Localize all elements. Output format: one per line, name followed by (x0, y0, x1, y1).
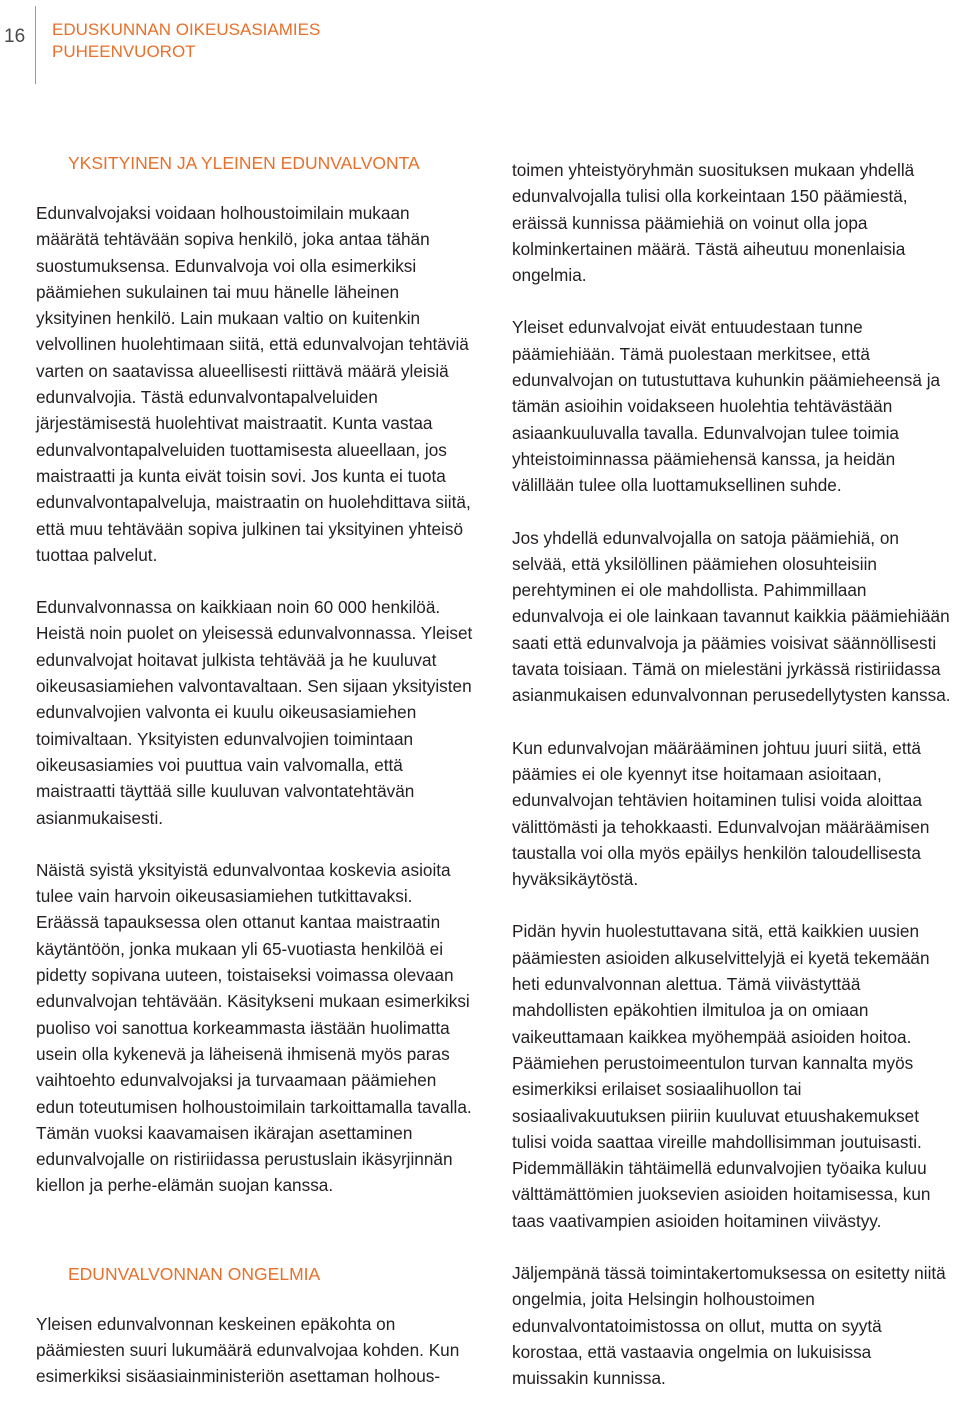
running-header-line-1: EDUSKUNNAN OIKEUSASIAMIES (52, 20, 321, 39)
body-paragraph: Kun edunvalvojan määrääminen johtuu juuri siitä, että päämies ei ole kyennyt itse hoitamaan asioitaan, edunvalvojan tehtävien hoitaminen tulisi voida aloittaa välittömästi ja tehokkaasti. Edunvalvojan määräämisen taustalla voi olla myös epäilys henkilön taloudellisesta hyväksikäytöstä. (512, 737, 930, 890)
body-paragraph: Jäljempänä tässä toimintakertomuksessa on esitetty niitä ongelmia, joita Helsingin holhoustoimen edunvalvontatoimistossa on ollut, mutta on syytä korostaa, että vastaavia ongelmia on lukuisissa muissakin kunnissa. (512, 1262, 946, 1389)
section-spacer (36, 1225, 474, 1261)
body-paragraph: Yleisen edunvalvonnan keskeinen epäkohta on päämiesten suuri lukumäärä edunvalvojaa kohden. Kun esimerkiksi sisäasiainministeriön asettaman holhous- (36, 1313, 460, 1387)
body-paragraph: Näistä syistä yksityistä edunvalvontaa koskevia asioita tulee vain harvoin oikeusasiamiehen tutkittavaksi. Eräässä tapauksessa olen ottanut kantaa maistraatin käytäntöön, jonka mukaan yli 65-vuotiasta henkilöä ei pidetty sopivana uuteen, toistaiseksi voimassa olevaan edunvalvojan tehtävään. Käsitykseni mukaan esimerkiksi puoliso voi sanottua korkeammasta iästään huolimatta usein olla kykenevä ja läheisenä ihmisenä myös paras vaihtoehto edunvalvojaksi ja turvaamaan päämiehen edun toteutumisen holhoustoimilain tarkoittamalla tavalla. Tämän vuoksi kaavamaisen ikärajan asettaminen edunvalvojalle on ristiriidassa perustuslain ikäsyrjinnän kiellon ja perhe-elämän suojan kanssa. (36, 859, 472, 1196)
left-column (36, 150, 474, 1416)
running-header (52, 19, 320, 63)
page-number: 16 (4, 26, 26, 47)
running-header-line-2: PUHEENVUOROT (52, 42, 196, 61)
body-paragraph: Edunvalvojaksi voidaan holhoustoimilain mukaan määrätä tehtävään sopiva henkilö, joka antaa tähän suostumuksensa. Edunvalvoja voi olla esimerkiksi päämiehen sukulainen tai muu hänelle läheinen yksityinen henkilö. Lain mukaan valtio on kuitenkin velvollinen huolehtimaan siitä, että edunvalvojan tehtäviä varten on saatavissa alueellisesti riittävä määrä yleisiä edunvalvojia. Tästä edunvalvontapalveluiden järjestämisestä huolehtivat maistraatit. Kunta vastaa edunvalvontapalveluiden tuottamisesta alueellaan, jos maistraatti ja kunta eivät toisin sovi. Jos kunta ei tuota edunvalvontapalveluja, maistraatin on huolehdittava siitä, että muu tehtävään sopiva julkinen tai yksityinen yhteisö tuottaa palvelut. (36, 203, 471, 565)
body-paragraph: Pidän hyvin huolestuttavana sitä, että kaikkien uusien päämiesten asioiden alkuselvittelyjä ei kyetä tekemään heti edunvalvonnan alettua. Tämä viivästyttää mahdollisten epäkohtien ilmituloa ja on omiaan vaikeuttamaan kaikkea myöhempää asioiden hoitoa. Päämiehen perustoimeentulon turvan kannalta myös esimerkiksi erilaiset sosiaalihuollon tai sosiaalivakuutuksen piiriin kuuluvat etuushakemukset tulisi voida saattaa vireille mahdollisimman joutuisasti. Pidemmälläkin tähtäimellä edunvalvojien työaika kuluu välttämättömien juoksevien asioiden hoitamisessa, kun taas vaativampien asioiden hoitaminen viivästyy. (512, 921, 931, 1231)
header-divider (35, 6, 36, 84)
section-title-guardianship-problems: EDUNVALVONNAN ONGELMIA (68, 1263, 321, 1284)
body-paragraph: toimen yhteistyöryhmän suosituksen mukaan yhdellä edunvalvojalla tulisi olla korkeintaan 150 päämiestä, eräissä kunnissa päämiehiä on voinut olla jopa kolminkertainen määrä. Tästä aiheutuu monenlaisia ongelmia. (512, 160, 915, 286)
body-paragraph: Yleiset edunvalvojat eivät entuudestaan tunne päämiehiään. Tämä puolestaan merkitsee, että edunvalvojan on tutustuttava kuhunkin päämieheensä ja tämän asioihin voidakseen huolehtia tehtävästään asiaankuuluvalla tavalla. Edunvalvojan tulee toimia yhteistoiminnassa päämiehensä kanssa, ja heidän välillään tulee olla luottamuksellinen suhde. (512, 317, 941, 496)
body-paragraph: Jos yhdellä edunvalvojalla on satoja päämiehiä, on selvää, että yksilöllinen päämiehen olosuhteisiin perehtyminen ei ole mahdollista. Pahimmillaan edunvalvoja ei ole lainkaan tavannut kaikkia päämiehiään saati että edunvalvoja ja päämies voisivat säännöllisesti tavata toisiaan. Tämä on mielestäni jyrkässä ristiriidassa asianmukaisen edunvalvonnan perusedellytysten kanssa. (512, 527, 951, 706)
body-paragraph: Edunvalvonnassa on kaikkiaan noin 60 000 henkilöä. Heistä noin puolet on yleisessä edunvalvonnassa. Yleiset edunvalvojat hoitavat julkista tehtävää ja he kuuluvat oikeusasiamiehen valvontavaltaan. Sen sijaan yksityisten edunvalvojien valvonta ei kuulu oikeusasiamiehen toimivaltaan. Yksityisten edunvalvojien toimintaan oikeusasiamies voi puuttua vain valvomalla, että maistraatti täyttää sille kuuluvan valvontatehtävän asianmukaisesti. (36, 597, 473, 828)
section-title-private-public-guardianship: YKSITYINEN JA YLEINEN EDUNVALVONTA (68, 153, 420, 173)
right-column (512, 157, 952, 1417)
